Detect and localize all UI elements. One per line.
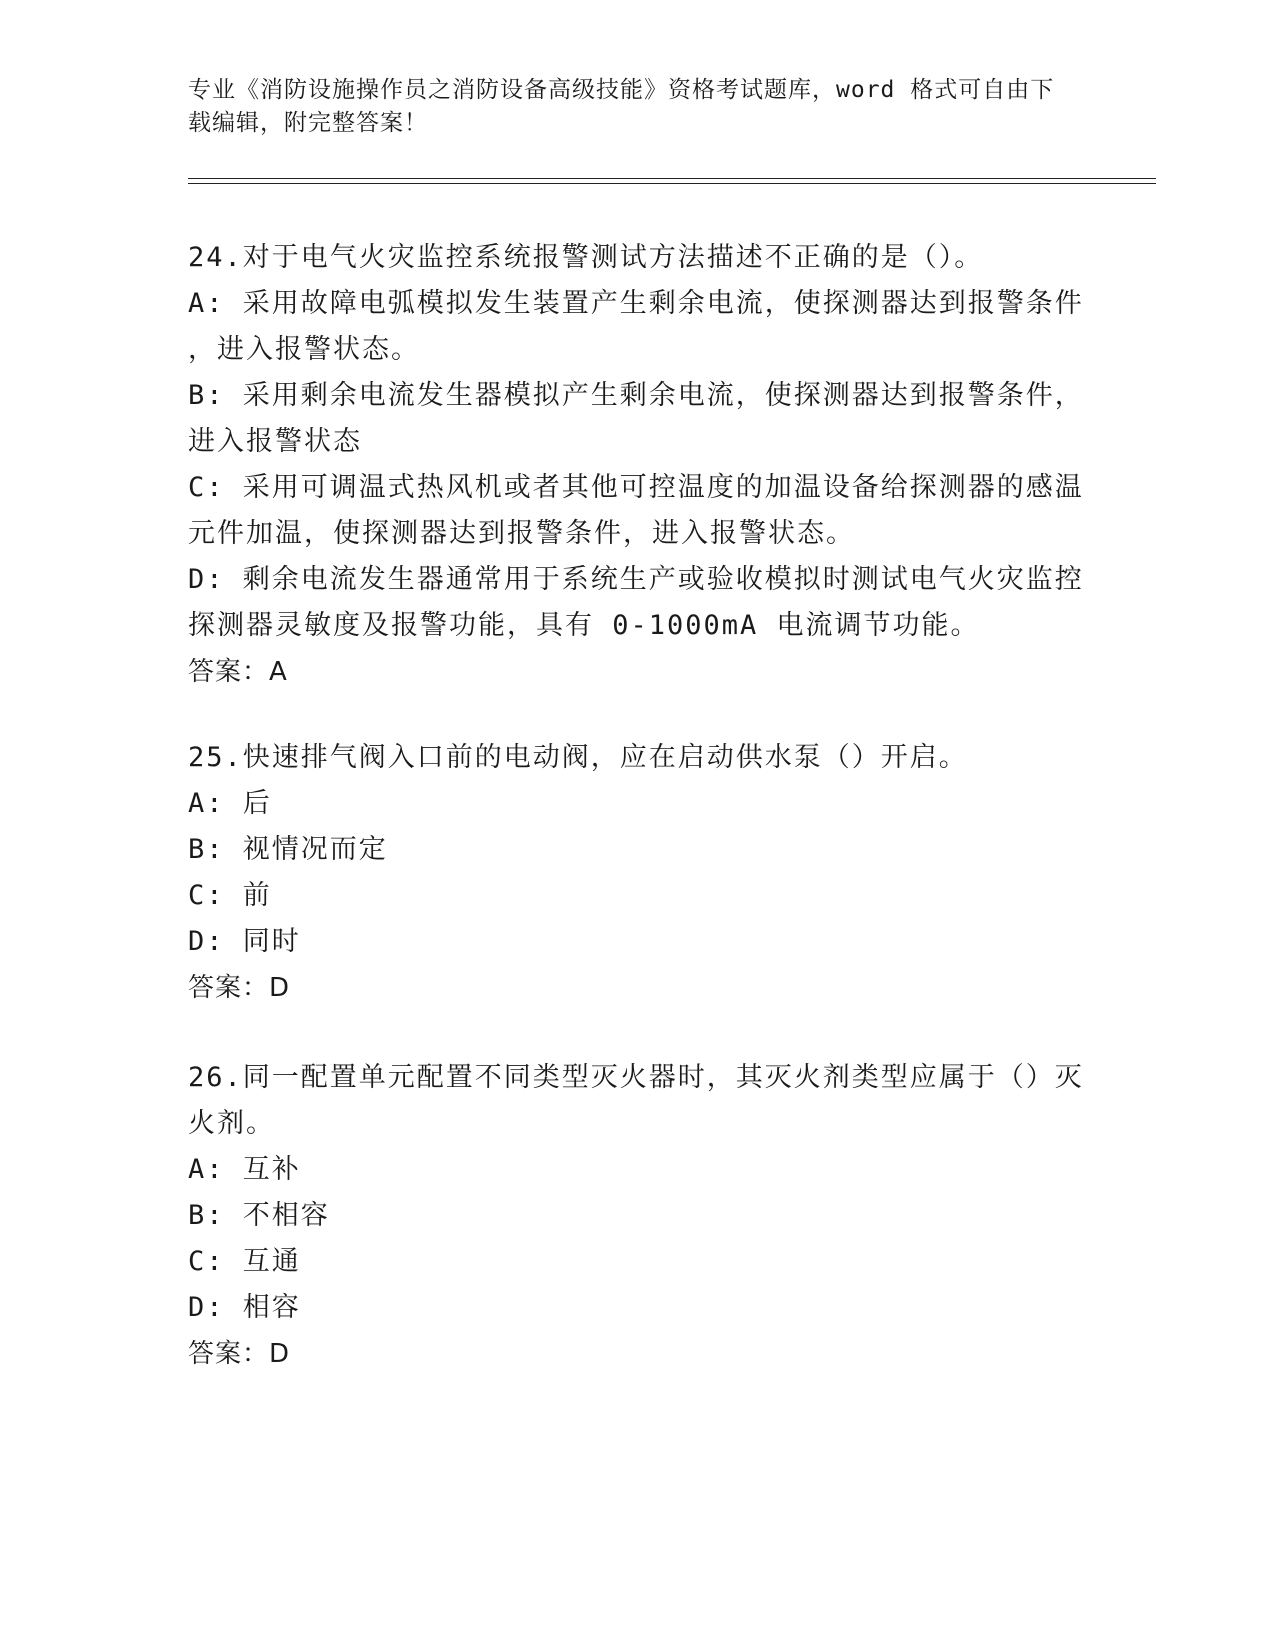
header-divider-bottom [188,183,1156,184]
header-line-2: 载编辑，附完整答案！ [188,110,428,136]
header-divider-top [188,178,1156,179]
option-d-line-1: D: 剩余电流发生器通常用于系统生产或验收模拟时测试电气火灾监控 [188,564,1084,595]
question-stem-line-1: 26.同一配置单元配置不同类型灭火器时，其灭火剂类型应属于（）灭 [188,1062,1084,1093]
option-a: A: 后 [188,788,272,819]
question-stem-line-2: 火剂。 [188,1108,275,1139]
option-c-line-2: 元件加温，使探测器达到报警条件，进入报警状态。 [188,518,855,549]
question-26 [188,1055,1084,1377]
question-stem: 25.快速排气阀入口前的电动阀，应在启动供水泵（）开启。 [188,742,968,773]
option-c: C: 互通 [188,1246,301,1277]
question-24 [188,235,1084,695]
option-c: C: 前 [188,880,272,911]
option-b-line-2: 进入报警状态 [188,426,362,457]
option-d: D: 相容 [188,1292,301,1323]
option-d: D: 同时 [188,926,301,957]
option-a-line-1: A: 采用故障电弧模拟发生装置产生剩余电流，使探测器达到报警条件 [188,288,1084,319]
answer-line: 答案：D [188,973,291,1003]
answer-line: 答案：A [188,657,288,687]
option-b: B: 不相容 [188,1200,330,1231]
option-a-line-2: ，进入报警状态。 [188,334,420,365]
option-a: A: 互补 [188,1154,301,1185]
option-d-line-2: 探测器灵敏度及报警功能，具有 0-1000mA 电流调节功能。 [188,610,980,641]
question-stem: 24.对于电气火灾监控系统报警测试方法描述不正确的是（）。 [188,242,984,273]
option-b-line-1: B: 采用剩余电流发生器模拟产生剩余电流，使探测器达到报警条件， [188,380,1084,411]
answer-line: 答案：D [188,1339,291,1369]
option-b: B: 视情况而定 [188,834,388,865]
option-c-line-1: C: 采用可调温式热风机或者其他可控温度的加温设备给探测器的感温 [188,472,1084,503]
document-header [188,74,1068,140]
question-25 [188,735,1080,1011]
header-line-1: 专业《消防设施操作员之消防设备高级技能》资格考试题库，word 格式可自由下 [188,77,1055,103]
